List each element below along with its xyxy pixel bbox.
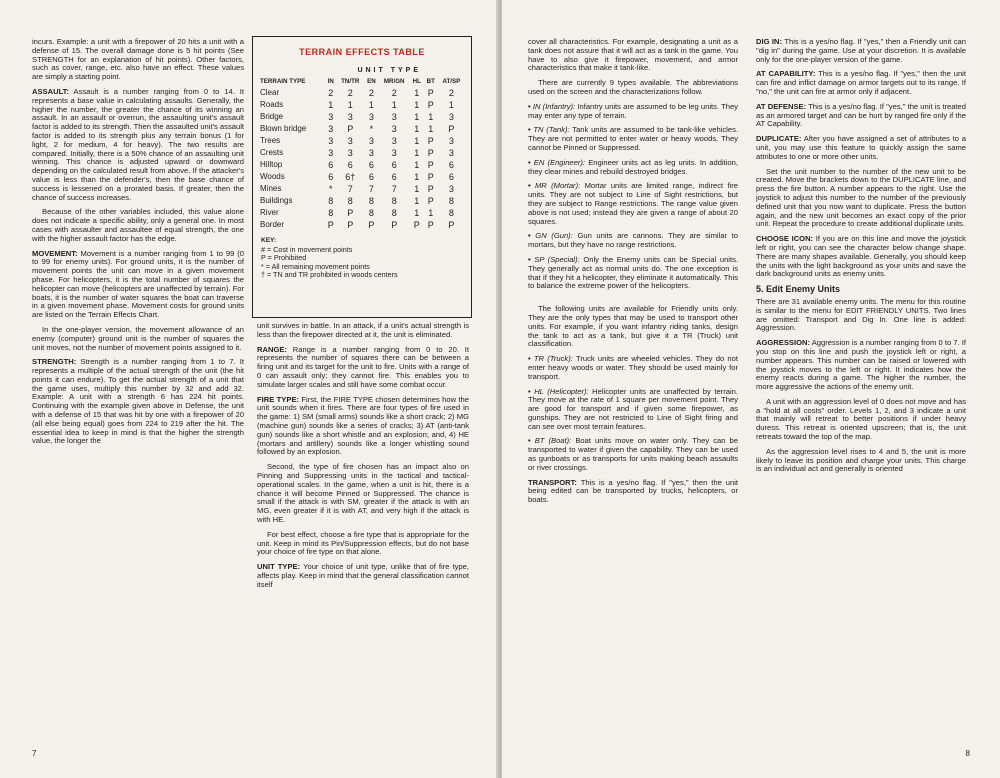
key-item: # = Cost in movement points [261,244,353,254]
left-page [0,0,498,778]
table-cell: 8 [448,196,454,206]
table-cell: 3 [328,112,334,122]
table-cell: 6† [345,172,356,182]
table-header-cell: EN [367,78,376,85]
table-cell: 1 [428,208,434,218]
paragraph-text: There are 31 available enemy units. The menu for this routine is similar to the menu for EDIT FRIENDLY UNITS. Two lines are omitted: Transport and Dig In. One line is added: Aggression. [756,296,966,333]
table-cell: 1 [448,100,454,110]
table-cell: 3 [391,148,397,158]
paragraph-text: This is a yes/no flag. If "yes," then the unit being edited can be transported by trucks, helicopters, or boats. [528,477,738,505]
table-cell: 1 [428,112,434,122]
paragraph-label: MOVEMENT: [32,248,78,258]
table-cell: 1 [414,124,420,134]
unit-type-term: HL (Helicopter): [534,386,589,396]
table-cell: 3 [347,148,353,158]
table-cell: 8 [368,196,374,206]
paragraph-text: Boat units move on water only. They can be transported to water if given the capability. They can be used as gunboats or as transports for units making beach assaults or river crossings. [528,436,738,472]
paragraph-text: Range is a number ranging from 0 to 20. It represents the number of squares there can be between a firing unit and its target for the unit to fire. Units with a range of 0 can assault only; they cannot fire. This enables you to simulate larger scales and still have some combat occur. [257,344,469,389]
table-row [259,219,465,231]
paragraph-label: ASSAULT: [32,86,69,96]
table-cell: 3 [391,136,397,146]
table-row [259,183,465,195]
table-header-cell: TN/TR [341,78,360,85]
table-cell: 3 [368,112,374,122]
paragraph-label: RANGE: [257,344,287,354]
table-cell: 3 [448,136,454,146]
unit-type-group-label: UNIT TYPE [357,67,421,74]
terrain-effects-table-box [252,36,472,318]
paragraph [528,437,738,472]
paragraph [528,79,738,97]
paragraph-text: Movement is a number ranging from 1 to 99 (0 to 99 for enemy units). For ground units, it is the number of movement points the unit can move in a given movement phase. For helicopters, it is the total number of squares the helicopter can move (helicopters are unaffected by terrain). For boats, it is the number of water squares the boat can traverse in a given movement phase. Movement costs for ground units are listed on the Terrain Effects Chart. [32,248,244,320]
table-cell: P [427,184,434,194]
table-header-cell: AT/SP [442,78,461,85]
table-cell: 6 [328,172,334,182]
paragraph [32,88,244,202]
table-cell: 3 [448,148,454,158]
paragraph-label: FIRE TYPE: [257,394,300,404]
table-cell: P [413,220,420,230]
page-number-left: 7 [32,749,37,758]
paragraph-text: Because of the other variables included, this value alone does not indicate a specific ability, only a general one. In most cases with assaulter and assaultee of equal strength, the one with the higher assault factor has the edge. [32,207,244,243]
table-cell: 7 [391,184,397,194]
paragraph-text: In the one-player version, the movement allowance of an enemy (computer) ground unit is the number of squares the unit moves, not the number of movement points assigned to it. [32,324,244,352]
table-cell: * [369,124,374,134]
table-cell: 1 [414,136,420,146]
table-cell: 8 [448,208,454,218]
paragraph-text: First, the FIRE TYPE chosen determines how the unit sounds when it fires. There are four types of fire used in the game: 1) SM (small arms) sounds like a short crack; 2) MG (machine gun) sounds like a series of cracks; 3) AT (anti-tank gun) sounds like a short whistle and an explosion; and, 4) HE (mortars and artillery) sounds like a longer whistling sound followed by an explosion. [257,394,469,457]
table-cell: 3 [448,112,454,122]
table-cell: Trees [260,136,281,145]
paragraph-text: Your choice of unit type, unlike that of fire type, affects play. Keep in mind that the general classification cannot itself [257,562,469,589]
paragraph-label: TRANSPORT: [528,477,577,487]
table-cell: 3 [328,136,334,146]
paragraph [528,126,738,152]
paragraph-label: STRENGTH: [32,357,77,367]
table-cell: 1 [414,160,420,170]
table-cell: P [427,172,434,182]
paragraph [756,103,966,129]
table-cell: P [448,124,455,134]
table-cell: 6 [448,172,454,182]
table-cell: 3 [391,124,397,134]
paragraph [257,531,469,557]
paragraph [756,298,966,333]
paragraph [257,396,469,458]
table-row [259,207,465,219]
table-cell: 1 [328,100,334,110]
paragraph-text: There are currently 9 types available. The abbreviations used on the screen and the characterizations follow. [528,78,738,96]
table-row [259,195,465,207]
key-item: † = TN and TR prohibited in woods centers [261,270,398,280]
paragraph-text: This is a yes/no flag. If "yes," the unit is treated as an armored target and can be hurt by ranged fire only if the AT Capability. [756,101,966,129]
paragraph [32,326,244,352]
table-cell: 6 [368,172,374,182]
table-cell: River [260,208,279,217]
paragraph-text: incurs. Example: a unit with a firepower of 20 hits a unit with a defense of 15. The overall damage done is 5 hit points (See STRENGTH for an explanation of hit points). Other factors, such as cover, range, etc. also have an effect. These values are simply a starting point. [32,38,244,82]
table-cell: P [427,100,434,110]
paragraph [257,563,469,589]
paragraph [528,38,738,73]
table-row [259,123,465,135]
table-cell: Hilltop [260,160,283,169]
paragraph-text: cover all characteristics. For example, designating a unit as a tank does not assure that it will act as a tank in the game. You have to also give it firepower, movement, and armor characteristics that make it tank-like. [528,38,738,73]
table-cell: 7 [347,184,353,194]
table-cell: 2 [391,88,397,98]
table-cell: P [427,220,434,230]
table-cell: Clear [260,88,280,97]
table-cell: P [427,196,434,206]
paragraph-text: Assault is a number ranging from 0 to 14. It represents a base value in calculating assaults. Generally, the higher the number, the greater the chance of its winning an assault. In an assault or overrun, the assaulting unit's assault factor is added to its strength. Then the assaulted unit's assault factor is added to its strength plus any terrain bonus (1 for light, 2 for medium, 4 for heavy). The two results are compared. Initially, there is a 50% chance of an assaulting unit winning. This chance is adjusted upward or downward depending on the calculated result from above. If the attacker's value is less than the defender's, then the base chance of success is lessened on a prorated basis. If greater, then the chance of success increases. [32,86,244,202]
table-cell: 8 [391,208,397,218]
table-cell: 2 [328,88,334,98]
table-title: TERRAIN EFFECTS TABLE [299,47,425,57]
unit-type-term: BT (Boat): [534,436,572,446]
paragraph-text: If you are on this line and move the joystick left or right, you can see the character below change shape. There are many shapes available. Generally, you should keep the units with the light background as your units and save the dark background units as enemy units. [756,234,966,279]
table-cell: 6 [391,172,397,182]
paragraph [257,463,469,525]
table-cell: 3 [391,112,397,122]
table-cell: 3 [448,184,454,194]
paragraph [528,388,738,432]
paragraph-text: A unit with an aggression level of 0 does not move and has a "hold at all costs" order. Levels 1, 2, and 3 indicate a unit that mainly will retreat to better positions if under heavy duress. This retreat is oriented upscreen; that is, the unit retreats toward the top of the map. [756,396,966,442]
left-column-1 [32,38,244,452]
table-cell: 6 [347,160,353,170]
paragraph-label: AT DEFENSE: [756,101,807,111]
paragraph-label: DUPLICATE: [756,134,802,144]
paragraph [528,182,738,226]
table-cell: 1 [414,88,420,98]
paragraph-text: Mortar units are limited range, indirect fire units. They are not subject to Line of Sight restrictions, but they are subject to Range restrictions. The range value given above is not used; instead they are given a range of about 20 squares. [528,181,738,226]
table-cell: 1 [414,196,420,206]
table-header-row [259,78,465,87]
table-cell: 6 [368,160,374,170]
table-cell: 8 [328,208,334,218]
table-cell: P [347,124,354,134]
table-cell: 1 [414,172,420,182]
table-cell: 8 [391,196,397,206]
table-row [259,171,465,183]
unit-type-term: SP (Special): [534,254,580,264]
table-row [259,111,465,123]
table-cell: 3 [347,136,353,146]
paragraph [528,256,738,291]
table-cell: Roads [260,100,284,109]
paragraph-text: Infantry units are assumed to be leg units. They may enter any type of terrain. [528,101,738,120]
left-column-2 [257,322,469,596]
paragraph-label: AGGRESSION: [756,338,811,348]
table-cell: 1 [391,100,397,110]
paragraph-label: DIG IN: [756,38,783,46]
table-cell: 1 [347,100,353,110]
table-header-cell: TERRAIN TYPE [260,78,306,85]
paragraph-text: For best effect, choose a fire type that is appropriate for the unit. Keep in mind its Pin/Suppression effects, but do not base your choice of fire type on that alone. [257,529,469,557]
table-cell: 1 [414,148,420,158]
key-item: * = All remaining movement points [261,261,370,271]
table-cell: Woods [260,172,285,181]
paragraph-text: The following units are available for Friendly units only. They are the only types that may be used to transport other units. For example, if you want infantry riding tanks, design the tank to act as a tank, but give it a TR (Truck) unit classification. [528,304,738,349]
table-cell: 3 [368,136,374,146]
table-cell: 6 [391,160,397,170]
paragraph-text: Strength is a number ranging from 1 to 7. It represents a multiple of the actual strength of the unit (the hit points it can endure). To get the actual strength of a unit that the game uses, multiply this number by 32 and add 32. Example: A unit with a strength 6 has 224 hit points. Continuing with the example given above in Defense, the unit with a defense of 15 that was hit by one with a firepower of 20 (all else being equal) goes from 224 to 219 after the hit. The essential idea to keep in mind is that the higher the strength value, the longer the [32,357,244,446]
unit-type-term: TN (Tank): [533,125,570,135]
paragraph [528,232,738,250]
paragraph [32,208,244,243]
table-cell: Crests [260,148,284,157]
paragraph-text: As the aggression level rises to 4 and 5, the unit is more likely to leave its position and charge your units. This charge is an individual act and generally is oriented [756,446,966,474]
table-cell: 2 [448,88,454,98]
paragraph [756,70,966,96]
paragraph [528,479,738,505]
table-row [259,159,465,171]
table-cell: 1 [414,184,420,194]
paragraph [756,168,966,230]
right-column-1 [528,38,738,511]
paragraph-text: Only the Enemy units can be Special units. They generally act as normal units do. The one exception is that if they hit a helicopter, they eliminate it automatically. This to balance the extreme power of the helicopters. [528,254,738,291]
table-cell: * [329,184,333,194]
table-header-cell: HL [412,78,421,85]
unit-type-term: MR (Mortar): [534,181,581,191]
table-cell: 1 [414,208,420,218]
paragraph [756,235,966,279]
paragraph-text: Set the unit number to the number of the new unit to be created. Move the brackets down to the DUPLICATE line, and press the fire button. A number appears to the right. Use the joystick to adjust this number to the number of the previously defined unit that you now want to duplicate. Press the button again, and the new unit becomes an exact copy of the prior unit. Repeat the procedure to create additional duplicate units. [756,166,966,229]
table-cell: P [347,220,354,230]
paragraph-text: After you have assigned a set of attributes to a unit, you may use this feature to quickly assign the same attributes to one or more other units. [756,134,966,161]
table-cell: 6 [328,160,334,170]
table-cell: P [368,220,375,230]
table-cell: P [347,208,354,218]
paragraph [32,358,244,446]
paragraph [756,398,966,442]
paragraph [32,38,244,82]
paragraph [756,38,966,64]
paragraph-label: CHOOSE ICON: [756,234,814,244]
paragraph-text: Tank units are assumed to be tank-like vehicles. They are not permitted to enter water or heavy woods. They cannot be Pinned or Suppressed. [528,125,738,152]
table-cell: 1 [368,100,374,110]
paragraph [756,448,966,474]
paragraph-text: Second, the type of fire chosen has an impact also on Pinning and Suppressing units in the tactical and tactical-operational scales. In the game, when a unit is hit, there is a chance it will become Pinned or Suppressed. The chance is small if the attack is with SM, greater if the attack is with an MG, even greater if it is with AT, and very high if the attack is with HE. [257,462,469,524]
table-cell: P [427,136,434,146]
table-cell: Buildings [260,196,293,205]
table-row [259,99,465,111]
table-header-cell: BT [426,78,435,85]
paragraph-text: This is a yes/no flag. If "yes," then a Friendly unit can "dig in" during the game. Use at your discretion. It is available only for the one-player version of the game. [756,38,966,64]
table-row [259,87,465,99]
paragraph [528,355,738,381]
table-cell: 8 [328,196,334,206]
table-cell: 3 [347,112,353,122]
table-key [261,237,465,280]
table-cell: 2 [347,88,353,98]
paragraph-text: This is a yes/no flag. If "yes," then the unit can fire and inflict damage on armor targets out to its range. If "no," the unit can fire at armor only if adjacent. [756,69,966,96]
paragraph-text: Helicopter units are unaffected by terrain. They move at the rate of 1 square per movement point. They are good for transport and if given some firepower, as gunships. They are not restricted to Line of Sight firing and can see over most terrain features. [528,386,738,431]
paragraph-label: AT CAPABILITY: [756,69,816,79]
paragraph [257,346,469,390]
unit-type-term: IN (Infantry): [532,101,576,111]
paragraph [528,103,738,121]
table-cell: Bridge [260,112,284,121]
paragraph-text: unit survives in battle. In an attack, if a unit's actual strength is less than the firepower directed at it, the unit is eliminated. [257,322,469,339]
table-cell: 3 [368,148,374,158]
right-page [502,0,1000,778]
table-cell: 1 [428,124,434,134]
table-cell: P [448,220,455,230]
table-row [259,135,465,147]
table-cell: Mines [260,184,282,193]
paragraph [528,159,738,177]
table-cell: 2 [368,88,374,98]
table-cell: 8 [368,208,374,218]
table-cell: 1 [414,100,420,110]
unit-type-term: TR (Truck): [533,354,573,364]
table-header-cell: IN [327,78,334,85]
right-column-2 [756,38,966,480]
terrain-effects-table [259,78,465,231]
unit-type-term: EN (Engineer): [533,157,586,167]
table-cell: P [327,220,334,230]
paragraph [528,305,738,349]
table-cell: 8 [347,196,353,206]
key-label: KEY: [261,237,277,244]
table-cell: Blown bridge [260,124,307,133]
table-cell: P [427,160,434,170]
paragraph [257,322,469,340]
paragraph-label: UNIT TYPE: [257,562,301,572]
table-cell: 7 [368,184,374,194]
table-cell: 3 [328,148,334,158]
table-cell: 1 [414,112,420,122]
paragraph-text: Truck units are wheeled vehicles. They do not enter heavy woods or water. They should be used mainly for transport. [528,354,738,381]
table-cell: 3 [328,124,334,134]
table-cell: Border [260,220,285,229]
table-cell: P [427,148,434,158]
table-cell: 6 [448,160,454,170]
table-cell: P [427,88,434,98]
table-header-cell: MR/GN [383,78,405,85]
unit-type-term: GN (Gun): [535,231,573,241]
paragraph [756,339,966,392]
paragraph [756,135,966,161]
section-heading: 5. Edit Enemy Units [756,284,841,295]
table-cell: P [391,220,398,230]
table-row [259,147,465,159]
key-item: P = Prohibited [261,253,307,263]
paragraph-text: Engineer units act as leg units. In addition, they clear mines and rebuild destroyed bridges. [528,157,738,176]
paragraph-text: Aggression is a number ranging from 0 to 7. If you stop on this line and push the joystick left or right, a number appears. This number can be raised or lowered with the joystick moves to the left or right. It indicates how the enemy reacts during a game. The higher the number, the more aggressive the actions of the enemy unit. [756,338,966,392]
paragraph [32,250,244,320]
page-number-right: 8 [965,749,970,758]
paragraph-text: Gun units are cannons. They are similar to mortars, but they have no range restrictions. [528,231,738,250]
